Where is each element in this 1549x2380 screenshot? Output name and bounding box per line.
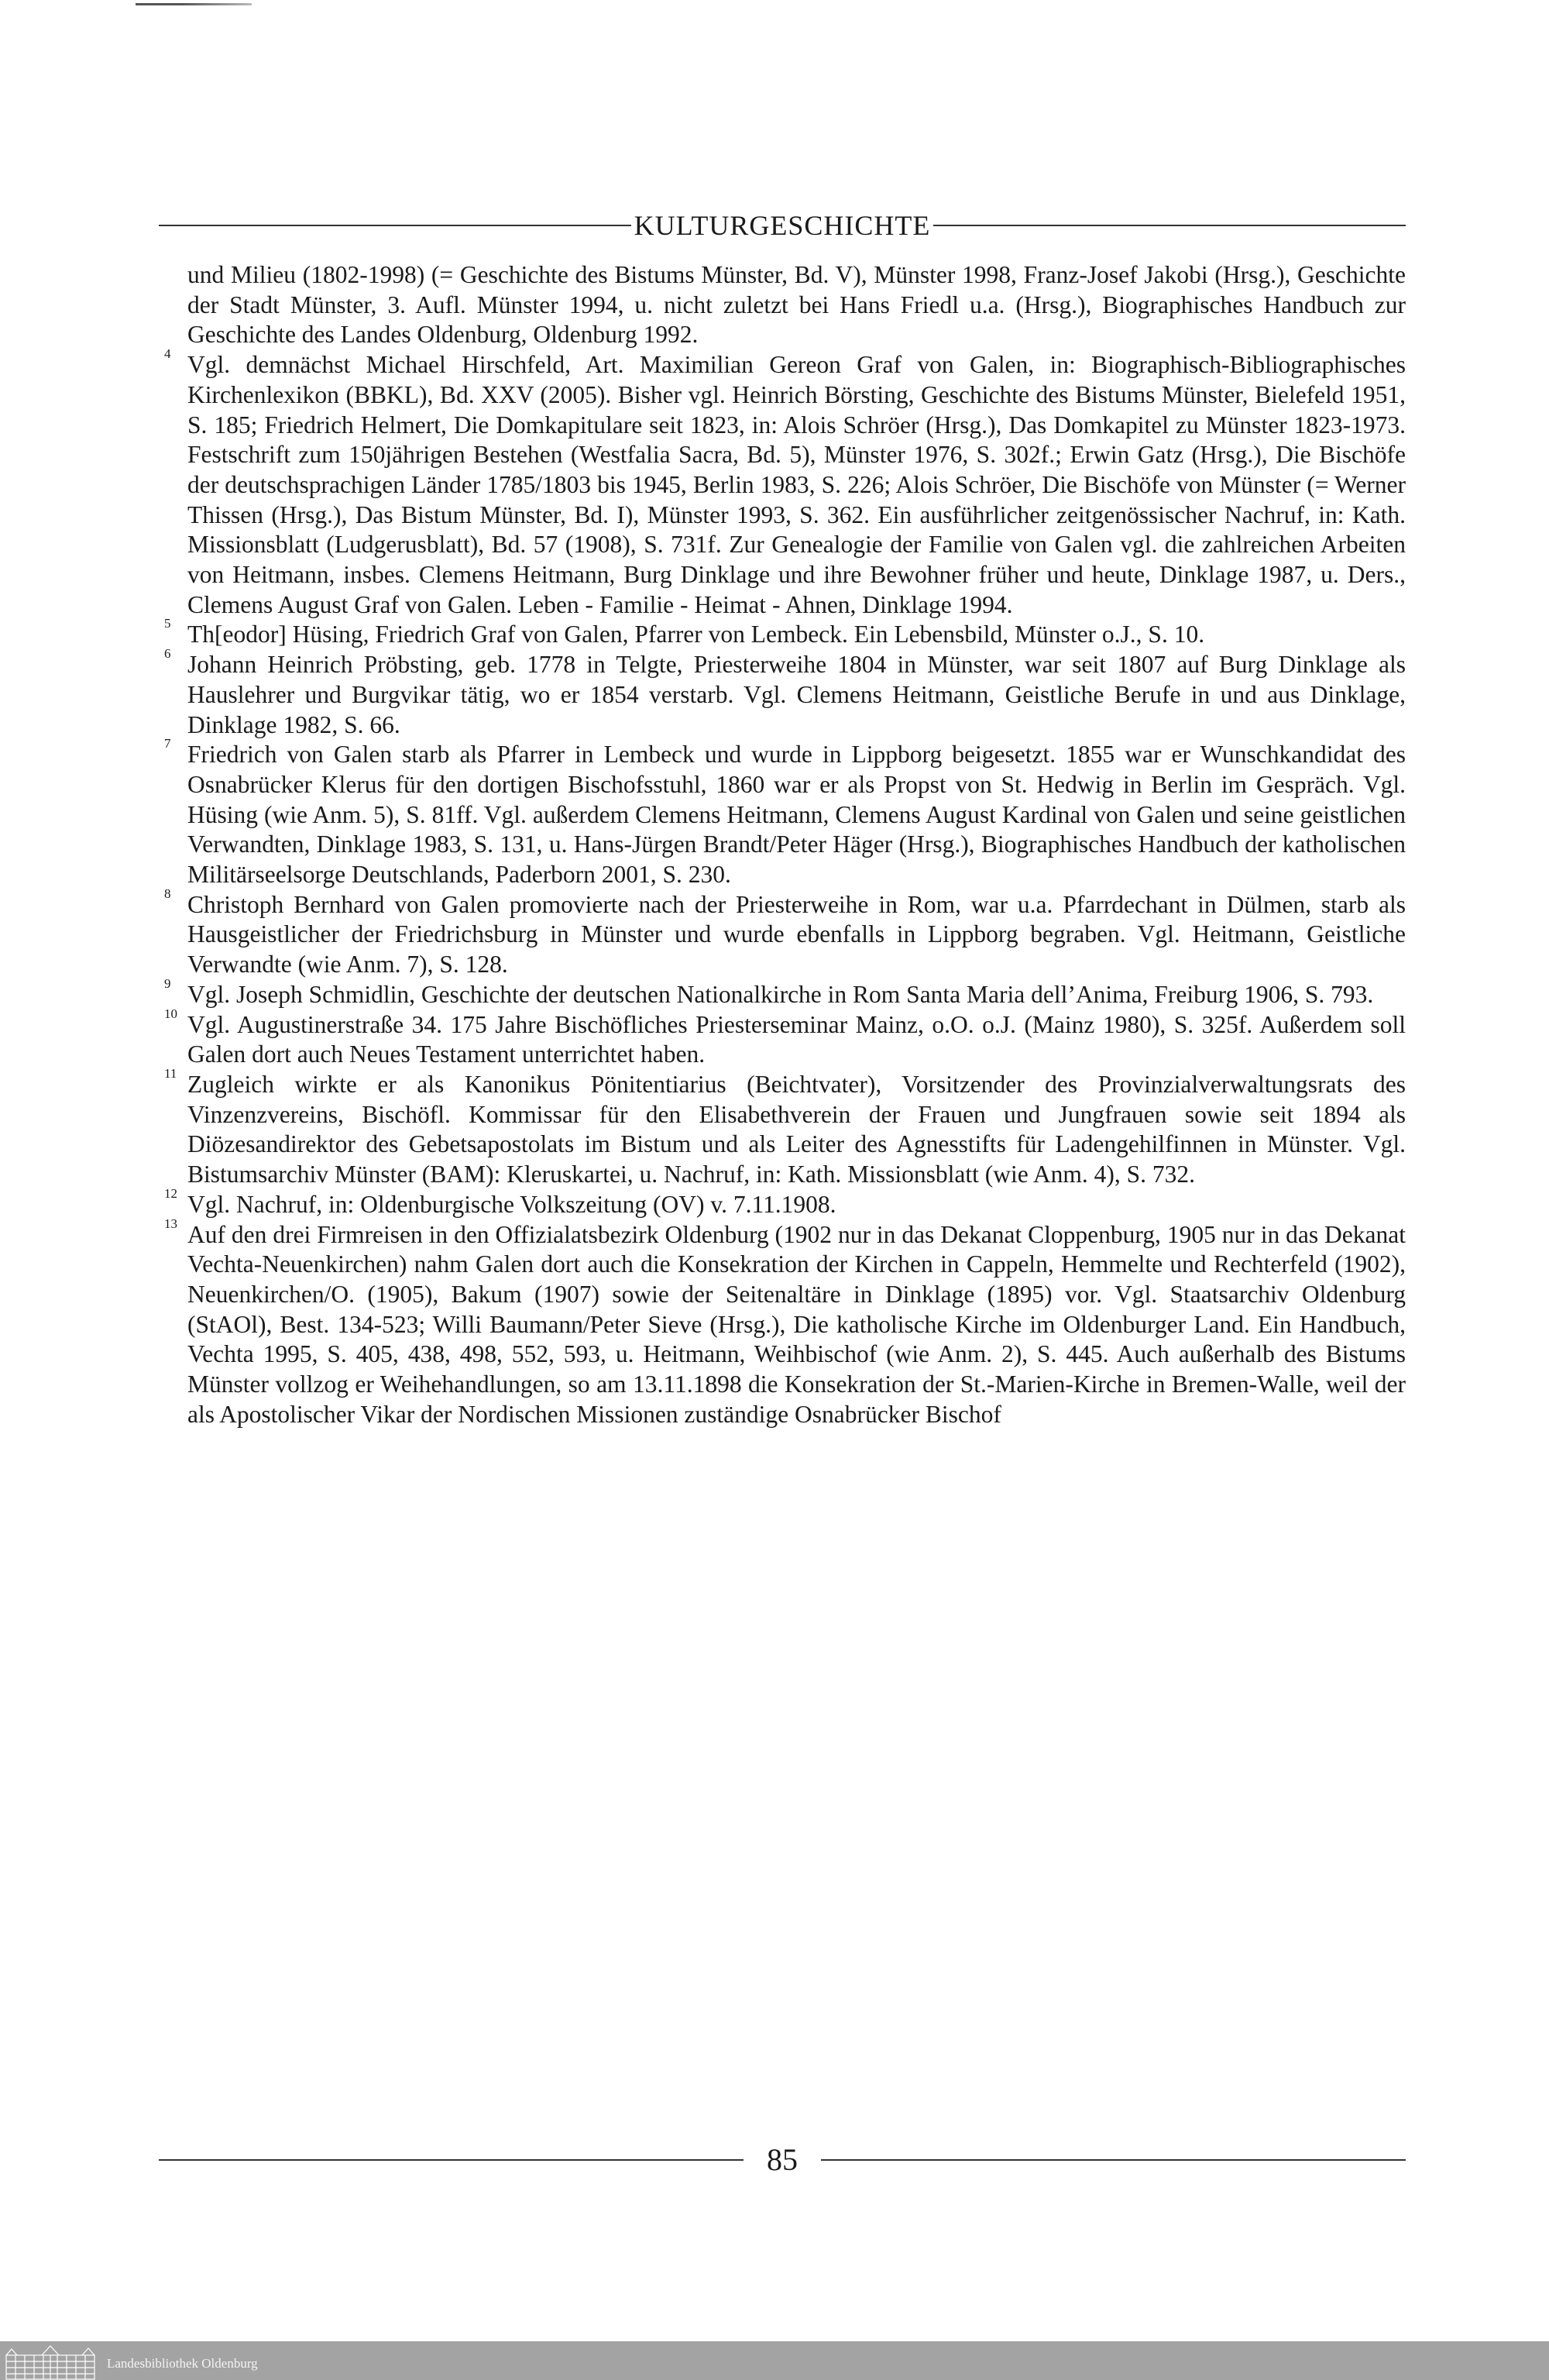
running-title: KULTURGESCHICHTE bbox=[634, 210, 931, 241]
header-rule-right bbox=[933, 225, 1406, 226]
footnote-7 bbox=[164, 736, 1406, 890]
footnote-number: 7 bbox=[164, 736, 171, 751]
footnote-number: 12 bbox=[164, 1185, 177, 1201]
footnote-text: und Milieu (1802-1998) (= Geschichte des Bistums Münster, Bd. V), Münster 1998, Franz-Josef Jakobi (Hrsg.), Geschichte der Stadt Münster, 3. Aufl. Münster 1994, u. nicht zuletzt bei Hans Friedl u.a. (Hrsg.), Biographisches Handbuch zur Geschichte des Landes Oldenburg, Oldenburg 1992. bbox=[187, 261, 1406, 349]
running-header bbox=[159, 206, 1406, 245]
footnote-text: Johann Heinrich Pröbsting, geb. 1778 in Telgte, Priesterweihe 1804 in Münster, war seit 1807 auf Burg Dinklage als Hauslehrer und Burgvikar tätig, wo er 1854 verstarb. Vgl. Clemens Heitmann, Geistliche Berufe in und aus Dinklage, Dinklage 1982, S. 66. bbox=[187, 651, 1406, 738]
footnote-number: 6 bbox=[164, 646, 171, 662]
footnote-text: Vgl. Nachruf, in: Oldenburgische Volkszeitung (OV) v. 7.11.1908. bbox=[187, 1190, 836, 1218]
footnote-9 bbox=[164, 975, 1406, 1010]
footnote-continued bbox=[187, 260, 1406, 350]
footnote-text: Vgl. Augustinerstraße 34. 175 Jahre Bischöfliches Priesterseminar Mainz, o.O. o.J. (Mainz 1980), S. 325f. Außerdem soll Galen dort auch Neues Testament unterrichtet haben. bbox=[187, 1010, 1406, 1068]
footnote-number: 11 bbox=[164, 1065, 177, 1081]
footnote-text: Friedrich von Galen starb als Pfarrer in Lembeck und wurde in Lippborg beigesetzt. 1855 war er Wunschkandidat des Osnabrücker Klerus für den dortigen Bischofsstuhl, 1860 war er als Propst von St. Hedwig in Berlin im Gespräch. Vgl. Hüsing (wie Anm. 5), S. 81ff. Vgl. außerdem Clemens Heitmann, Clemens August Kardinal von Galen und seine geistlichen Verwandten, Dinklage 1983, S. 131, u. Hans-Jürgen Brandt/Peter Häger (Hrsg.), Biographisches Handbuch der katholischen Militärseelsorge Deutschlands, Paderborn 2001, S. 230. bbox=[187, 741, 1406, 889]
footnotes-block bbox=[164, 260, 1406, 1429]
library-building-icon bbox=[5, 2344, 96, 2380]
scan-edge-mark bbox=[136, 3, 252, 5]
footnote-text: Vgl. Joseph Schmidlin, Geschichte der deutschen Nationalkirche in Rom Santa Maria dell’Anima, Freiburg 1906, S. 793. bbox=[187, 980, 1374, 1008]
header-rule-left bbox=[159, 225, 631, 226]
footnote-5 bbox=[164, 616, 1406, 650]
footnote-6 bbox=[164, 646, 1406, 740]
footnote-text: Auf den drei Firmreisen in den Offizialatsbezirk Oldenburg (1902 nur in das Dekanat Cloppenburg, 1905 nur in das Dekanat Vechta-Neuenkirchen) nahm Galen dort auch die Konsekration der Kirchen in Cappeln, Hemmelte und Rechterfeld (1902), Neuenkirchen/O. (1905), Bakum (1907) sowie der Seitenaltäre in Dinklage (1895) vor. Vgl. Staatsarchiv Oldenburg (StAOl), Best. 134-523; Willi Baumann/Peter Sieve (Hrsg.), Die katholische Kirche im Oldenburger Land. Ein Handbuch, Vechta 1995, S. 405, 438, 498, 552, 593, u. Heitmann, Weihbischof (wie Anm. 2), S. 445. Auch außerhalb des Bistums Münster vollzog er Weihehandlungen, so am 13.11.1898 die Konsekration der St.-Marien-Kirche in Bremen-Walle, weil der als Apostolischer Vikar der Nordischen Missionen zuständige Osnabrücker Bischof bbox=[187, 1220, 1406, 1428]
page-number: 85 bbox=[767, 2142, 798, 2177]
footnote-10 bbox=[164, 1006, 1406, 1070]
library-name: Landesbibliothek Oldenburg bbox=[107, 2356, 258, 2371]
footnote-text: Vgl. demnächst Michael Hirschfeld, Art. Maximilian Gereon Graf von Galen, in: Biographisch-Bibliographisches Kirchenlexikon (BBKL), Bd. XXV (2005). Bisher vgl. Heinrich Börsting, Geschichte des Bistums Münster, Bielefeld 1951, S. 185; Friedrich Helmert, Die Domkapitulare seit 1823, in: Alois Schröer (Hrsg.), Das Domkapitel zu Münster 1823-1973. Festschrift zum 150jährigen Bestehen (Westfalia Sacra, Bd. 5), Münster 1976, S. 302f.; Erwin Gatz (Hrsg.), Die Bischöfe der deutschsprachigen Länder 1785/1803 bis 1945, Berlin 1983, S. 226; Alois Schröer, Die Bischöfe von Münster (= Werner Thissen (Hrsg.), Das Bistum Münster, Bd. I), Münster 1993, S. 362. Ein ausführlicher zeitgenössischer Nachruf, in: Kath. Missionsblatt (Ludgerusblatt), Bd. 57 (1908), S. 731f. Zur Genealogie der Familie von Galen vgl. die zahlreichen Arbeiten von Heitmann, insbes. Clemens Heitmann, Burg Dinklage und ihre Bewohner früher und heute, Dinklage 1987, u. Ders., Clemens August Graf von Galen. Leben - Familie - Heimat - Ahnen, Dinklage 1994. bbox=[187, 351, 1406, 618]
footnote-13 bbox=[164, 1216, 1406, 1430]
footnote-text: Th[eodor] Hüsing, Friedrich Graf von Galen, Pfarrer von Lembeck. Ein Lebensbild, Münster o.J., S. 10. bbox=[187, 621, 1205, 648]
footer-rule-right bbox=[821, 2159, 1406, 2161]
footnote-number: 4 bbox=[164, 346, 171, 362]
footnote-number: 10 bbox=[164, 1006, 177, 1021]
footnote-text: Christoph Bernhard von Galen promovierte nach der Priesterweihe in Rom, war u.a. Pfarrdechant in Dülmen, starb als Hausgeistlicher der Friedrichsburg in Münster und wurde ebenfalls in Lippborg begraben. Vgl. Heitmann, Geistliche Verwandte (wie Anm. 7), S. 128. bbox=[187, 890, 1406, 978]
footnote-text: Zugleich wirkte er als Kanonikus Pönitentiarius (Beichtvater), Vorsitzender des Provinzialverwaltungsrats des Vinzenzvereins, Bischöfl. Kommissar für den Elisabethverein der Frauen und Jungfrauen sowie seit 1894 als Diözesandirektor des Gebetsapostolats im Bistum und als Leiter des Agnesstifts für Ladengehilfinnen in Münster. Vgl. Bistumsarchiv Münster (BAM): Kleruskartei, u. Nachruf, in: Kath. Missionsblatt (wie Anm. 4), S. 732. bbox=[187, 1070, 1406, 1188]
footnote-number: 5 bbox=[164, 616, 171, 631]
footnote-number: 8 bbox=[164, 886, 171, 901]
footnote-11 bbox=[164, 1065, 1406, 1190]
footnote-4 bbox=[164, 346, 1406, 620]
footnote-12 bbox=[164, 1185, 1406, 1220]
footnote-8 bbox=[164, 886, 1406, 980]
footer-rule-left bbox=[159, 2159, 744, 2161]
library-watermark-bar bbox=[0, 2341, 1549, 2380]
footnote-number: 13 bbox=[164, 1216, 177, 1231]
page-footer bbox=[159, 2138, 1406, 2182]
footnote-number: 9 bbox=[164, 975, 171, 991]
